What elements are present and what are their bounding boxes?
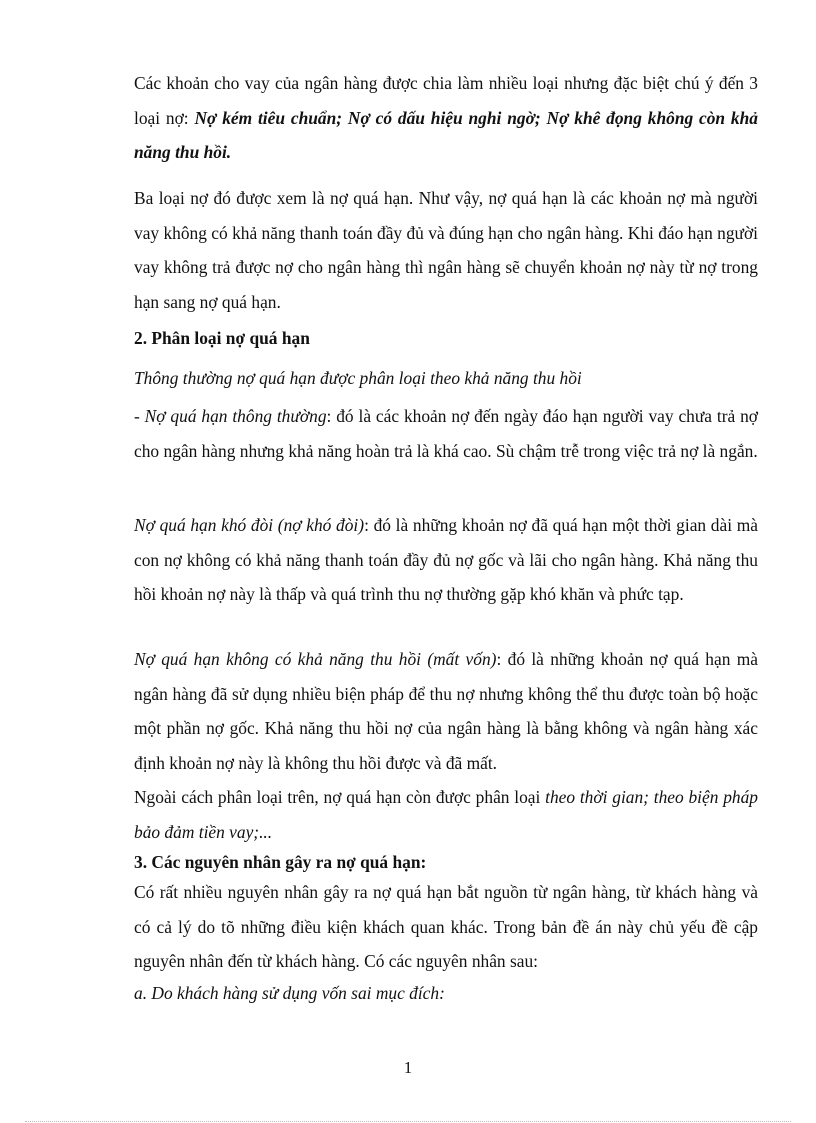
- paragraph-bad-debt: [134, 642, 758, 781]
- paragraph-causes-intro: [134, 875, 758, 979]
- paragraph-other-classification: [134, 780, 758, 849]
- causes-heading: 3. Các nguyên nhân gây ra nợ quá hạn:: [134, 852, 427, 872]
- bad-debt-label: Nợ quá hạn không có khả năng thu hồi (mất vốn): [134, 649, 497, 669]
- page-bottom-divider: [25, 1121, 791, 1122]
- paragraph-loan-types: [134, 66, 758, 170]
- other-classification-text: Ngoài cách phân loại trên, nợ quá hạn còn được phân loại: [134, 787, 546, 807]
- cause-a-text: a. Do khách hàng sử dụng vốn sai mục đích:: [134, 983, 445, 1003]
- loan-types-text: Các khoản cho vay của ngân hàng được chia làm nhiều loại nhưng đặc biệt chú ý đến 3 loại nợ:: [134, 73, 758, 128]
- normal-overdue-text: : đó là các khoản nợ đến ngày đáo hạn người vay chưa trả nợ cho ngân hàng nhưng khả năng hoàn trả là khá cao. Sù chậm trễ trong việc trả nợ là ngắn.: [134, 406, 758, 461]
- normal-overdue-label: - Nợ quá hạn thông thường: [134, 406, 327, 426]
- classification-heading: 2. Phân loại nợ quá hạn: [134, 328, 310, 348]
- paragraph-normal-overdue: [134, 399, 758, 468]
- paragraph-classification-intro: [134, 361, 758, 396]
- causes-intro-text: Có rất nhiều nguyên nhân gây ra nợ quá hạn bắt nguồn từ ngân hàng, từ khách hàng và có cả lý do tõ những điều kiện khách quan khác. Trong bản đề án này chủ yếu đề cập nguyên nhân đến từ khách hàng. Có các nguyên nhân sau:: [134, 882, 758, 972]
- heading-classification: [134, 321, 758, 356]
- other-classification-emphasis: theo thời gian; theo biện pháp bảo đảm tiền vay;...: [134, 787, 758, 842]
- loan-types-emphasis: Nợ kém tiêu chuẩn; Nợ có dấu hiệu nghi ngờ; Nợ khê đọng không còn khả năng thu hồi.: [134, 107, 758, 163]
- paragraph-overdue-definition: [134, 181, 758, 320]
- page-number: 1: [403, 1058, 413, 1077]
- bad-debt-text: : đó là những khoản nợ quá hạn mà ngân hàng đã sử dụng nhiều biện pháp để thu nợ nhưng không thể thu được toàn bộ hoặc một phần nợ gốc. Khả năng thu hồi nợ của ngân hàng là bằng không và ngân hàng xác định khoản nợ này là không thu hồi được và đã mất.: [134, 649, 758, 774]
- classification-intro-text: Thông thường nợ quá hạn được phân loại theo khả năng thu hồi: [134, 368, 582, 388]
- paragraph-doubtful-debt: [134, 508, 758, 612]
- doubtful-debt-label: Nợ quá hạn khó đòi (nợ khó đòi): [134, 515, 365, 535]
- doubtful-debt-text: : đó là những khoản nợ đã quá hạn một thời gian dài mà con nợ không có khả năng thanh toán đầy đủ nợ gốc và lãi cho ngân hàng. Khả năng thu hồi khoản nợ này là thấp và quá trình thu nợ thường gặp khó khăn và phức tạp.: [134, 515, 758, 605]
- paragraph-cause-a: [134, 976, 758, 1011]
- overdue-definition-text: Ba loại nợ đó được xem là nợ quá hạn. Như vậy, nợ quá hạn là các khoản nợ mà người vay không có khả năng thanh toán đầy đủ và đúng hạn cho ngân hàng. Khi đáo hạn người vay không trả được nợ cho ngân hàng thì ngân hàng sẽ chuyển khoản nợ này từ nợ trong hạn sang nợ quá hạn.: [134, 188, 758, 313]
